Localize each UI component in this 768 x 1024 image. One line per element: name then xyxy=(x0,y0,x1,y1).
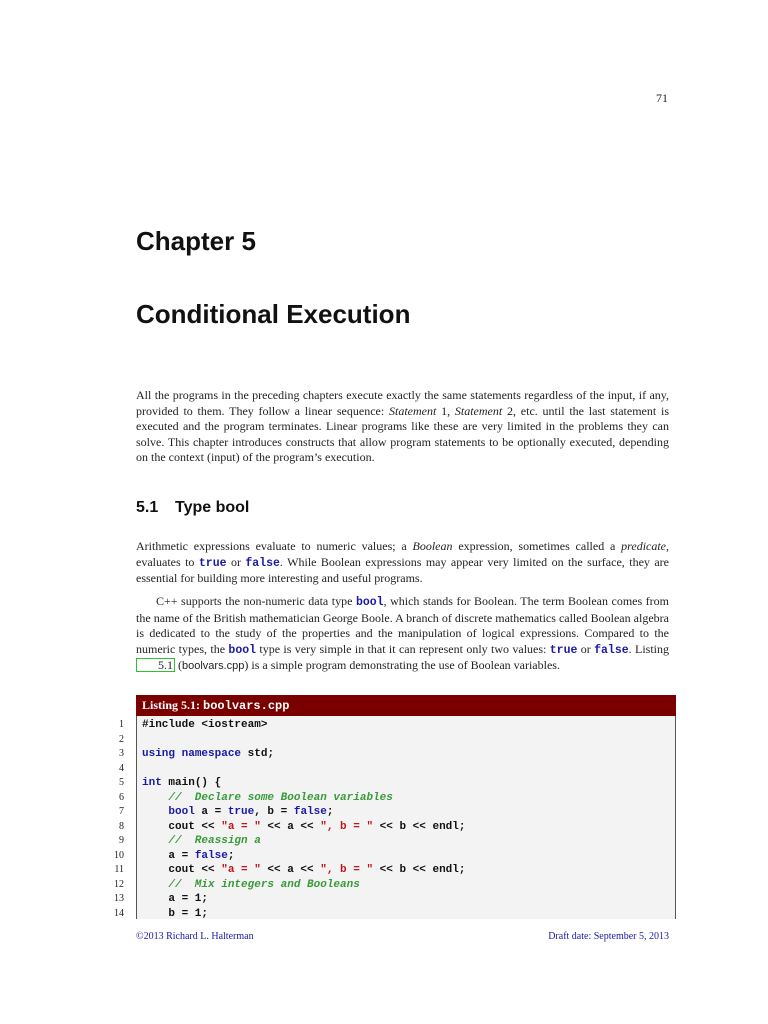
code-line-13: a = 1; xyxy=(168,893,209,905)
line-number: 9 xyxy=(119,835,124,846)
keyword-true: true xyxy=(549,643,578,657)
code-line-3: using namespace std; xyxy=(142,748,275,760)
line-number: 3 xyxy=(119,748,124,759)
chapter-title: Conditional Execution xyxy=(136,299,411,329)
code-line-12: // Mix integers and Booleans xyxy=(168,878,360,891)
code-line-10: a = false; xyxy=(168,849,235,862)
code-line-8: cout << "a = " << a << ", b = " << b << endl; xyxy=(168,820,466,833)
keyword-false: false xyxy=(594,643,629,657)
file-reference: boolvars.cpp xyxy=(182,660,245,673)
keyword-bool: bool xyxy=(355,596,384,609)
line-number: 1 xyxy=(119,719,124,730)
code-line-14: b = 1; xyxy=(168,907,209,920)
line-number: 13 xyxy=(114,893,124,904)
footer-copyright: ©2013 Richard L. Halterman xyxy=(136,931,254,942)
line-number: 5 xyxy=(119,777,124,788)
line-numbers xyxy=(100,718,124,921)
listing-reference-link[interactable]: 5.1 xyxy=(136,658,175,672)
code-line-7: bool a = true, b = false; xyxy=(168,806,334,818)
code-line-1: #include <iostream> xyxy=(142,719,268,731)
listing-filename: boolvars.cpp xyxy=(203,699,290,713)
line-number: 8 xyxy=(119,820,124,832)
code-line-6: // Declare some Boolean variables xyxy=(168,791,393,804)
footer-draft-date: Draft date: September 5, 2013 xyxy=(548,931,669,942)
intro-paragraph: All the programs in the preceding chapters execute exactly the same statements regardless of the input, if any, provided to them. They follow a linear sequence: Statement 1, Statement 2, etc. until the last statement is executed and the program terminates. Linear programs like these are very limited in the problems they can solve. This chapter introduces constructs that allow program statements to be optionally executed, depending on the context (input) of the program’s execution. xyxy=(136,388,670,465)
section-heading xyxy=(136,499,249,517)
line-number: 7 xyxy=(119,806,124,817)
code-line-2 xyxy=(142,733,465,748)
line-number: 12 xyxy=(114,878,124,890)
chapter-label: Chapter 5 xyxy=(136,226,256,256)
paragraph-boolean-expressions: Arithmetic expressions evaluate to numeric values; a Boolean expression, sometimes called a predicate, evaluates to true or false. While Boolean expressions may appear very limited on the surface, they are essential for building more interesting and useful programs. xyxy=(136,539,670,586)
line-number: 6 xyxy=(119,791,124,803)
line-number: 10 xyxy=(114,849,124,861)
listing-header: Listing 5.1: boolvars.cpp xyxy=(136,695,676,716)
code-line-11: cout << "a = " << a << ", b = " << b << endl; xyxy=(168,864,466,876)
line-number: 14 xyxy=(114,907,124,919)
code-line-4 xyxy=(142,762,465,777)
keyword-true: true xyxy=(198,556,227,570)
section-title: Type bool xyxy=(175,499,250,516)
page-number: 71 xyxy=(656,91,668,105)
section-number: 5.1 xyxy=(136,499,159,516)
paragraph-bool-type: C++ supports the non-numeric data type bool, which stands for Boolean. The term Boolean comes from the name of the British mathematician George Boole. A branch of discrete mathematics called Boolean algebra is dedicated to the study of the properties and the manipulation of logical expressions. Compared to the numeric types, the bool type is very simple in that it can represent only two values: true or false. Listing 5.1 (boolvars.cpp) is a simple program demonstrating the use of Boolean variables. xyxy=(136,594,669,673)
keyword-false: false xyxy=(245,556,280,570)
line-number: 4 xyxy=(119,762,124,774)
line-number: 2 xyxy=(119,733,124,745)
code-lines xyxy=(142,718,465,921)
line-number: 11 xyxy=(114,864,124,875)
keyword-bool: bool xyxy=(228,643,257,657)
code-line-9: // Reassign a xyxy=(168,835,261,847)
code-line-5: int main() { xyxy=(142,777,222,789)
